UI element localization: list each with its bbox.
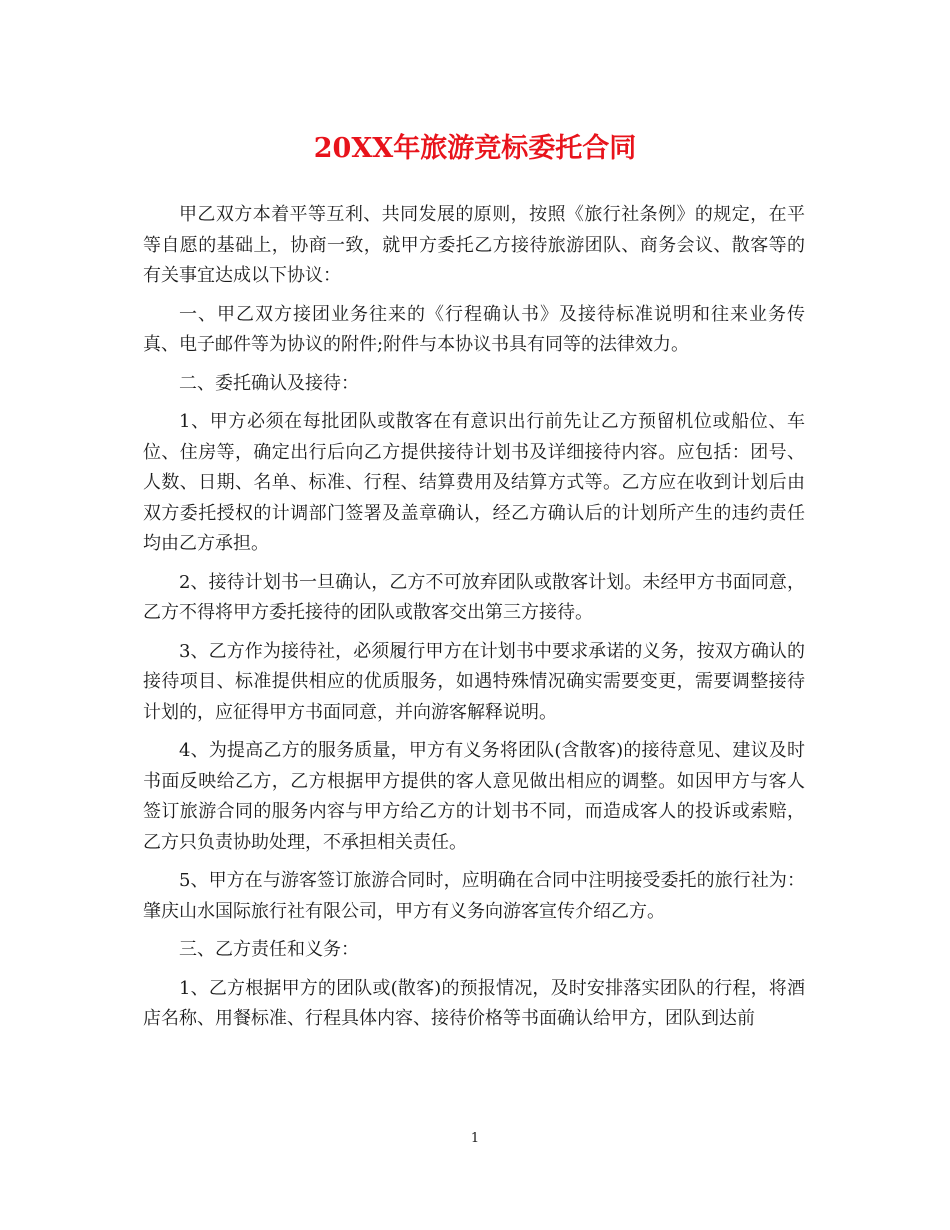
paragraph-2-3: 3、乙方作为接待社，必须履行甲方在计划书中要求承诺的义务，按双方确认的接待项目、标准提供相应的优质服务，如遇特殊情况确实需要变更，需要调整接待计划的，应征得甲方书面同意，并向游客解释说明。 <box>143 640 805 723</box>
page-number: 1 <box>470 1131 480 1146</box>
paragraph-intro: 甲乙双方本着平等互利、共同发展的原则，按照《旅行社条例》的规定，在平等自愿的基础上，协商一致，就甲方委托乙方接待旅游团队、商务会议、散客等的有关事宜达成以下协议： <box>143 204 805 286</box>
paragraph-2-2: 2、接待计划书一旦确认，乙方不可放弃团队或散客计划。未经甲方书面同意，乙方不得将甲方委托接待的团队或散客交出第三方接待。 <box>143 571 805 623</box>
document-title: 20XX年旅游竞标委托合同 <box>313 133 637 164</box>
section-heading-2: 二、委托确认及接待： <box>179 372 359 394</box>
paragraph-2-5: 5、甲方在与游客签订旅游合同时，应明确在合同中注明接受委托的旅行社为：肇庆山水国际旅行社有限公司，甲方有义务向游客宣传介绍乙方。 <box>143 870 805 922</box>
section-heading-3: 三、乙方责任和义务： <box>179 939 359 960</box>
document-body <box>143 200 805 1043</box>
paragraph-clause-1: 一、甲乙双方接团业务往来的《行程确认书》及接待标准说明和往来业务传真、电子邮件等为协议的附件;附件与本协议书具有同等的法律效力。 <box>143 303 805 355</box>
paragraph-3-1: 1、乙方根据甲方的团队或(散客)的预报情况，及时安排落实团队的行程，将酒店名称、用餐标准、行程具体内容、接待价格等书面确认给甲方，团队到达前 <box>143 977 805 1029</box>
paragraph-2-1: 1、甲方必须在每批团队或散客在有意识出行前先让乙方预留机位或船位、车位、住房等，确定出行后向乙方提供接待计划书及详细接待内容。应包括：团号、人数、日期、名单、标准、行程、结算费用及结算方式等。乙方应在收到计划后由双方委托授权的计调部门签署及盖章确认，经乙方确认后的计划所产生的违约责任均由乙方承担。 <box>143 411 805 554</box>
paragraph-2-4: 4、为提高乙方的服务质量，甲方有义务将团队(含散客)的接待意见、建议及时书面反映给乙方，乙方根据甲方提供的客人意见做出相应的调整。如因甲方与客人签订旅游合同的服务内容与甲方给乙方的计划书不同，而造成客人的投诉或索赔，乙方只负责协助处理，不承担相关责任。 <box>143 740 805 853</box>
